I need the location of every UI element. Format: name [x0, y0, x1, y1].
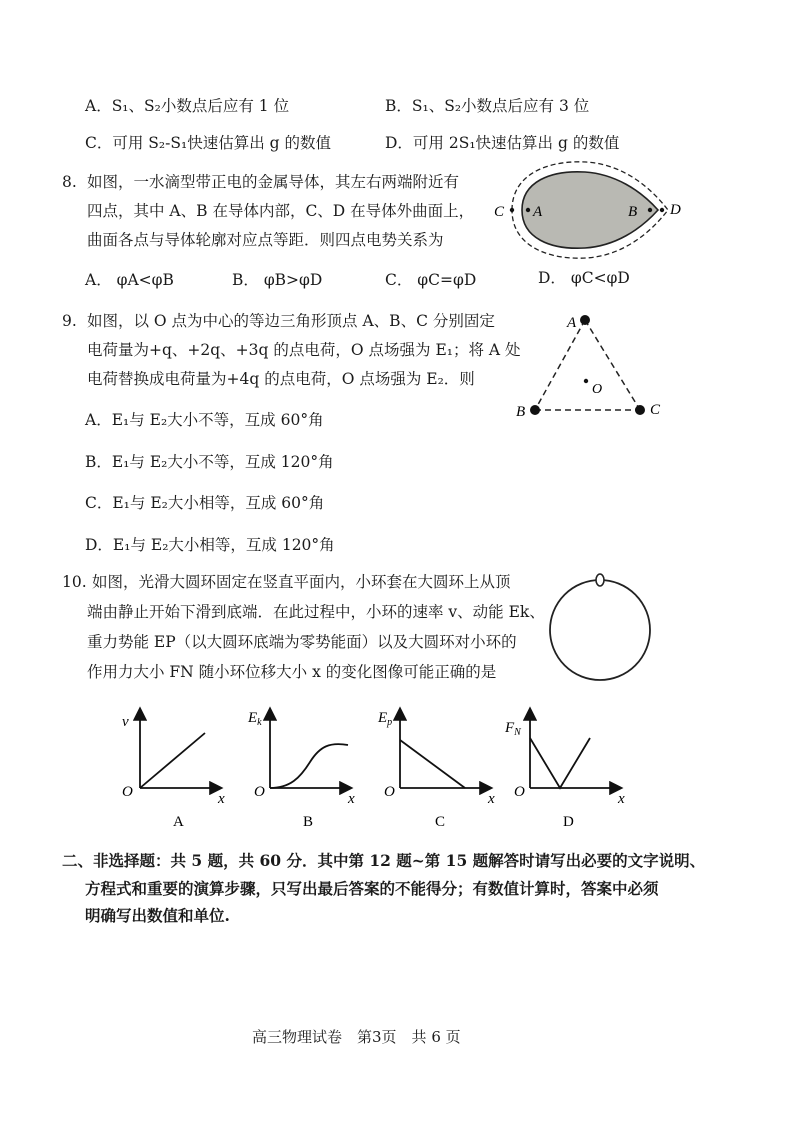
graph-c-xlabel: x: [488, 791, 495, 807]
q8-stem-line-2: 四点，其中 A、B 在导体内部，C、D 在导体外曲面上，: [87, 202, 475, 220]
vertex-b-charge: [530, 405, 540, 415]
graph-b: [247, 710, 355, 830]
q9-stem-line-2: 电荷量为+q、+2q、+3q 的点电荷，O 点场强为 E₁；将 A 处: [87, 341, 521, 359]
q8-option-d: D． φC<φD: [538, 269, 630, 287]
graph-c-origin: O: [384, 784, 395, 800]
page-footer: 高三物理试卷 第3页 共 6 页: [252, 1028, 461, 1046]
graph-d-xlabel: x: [618, 791, 625, 807]
graph-c-curve: [400, 740, 465, 788]
q7-option-b: B．S₁、S₂小数点后应有 3 位: [385, 97, 590, 115]
point-a-dot: [526, 208, 530, 212]
q10-stem-line-3: 重力势能 EP（以大圆环底端为零势能面）以及大圆环对小环的: [87, 633, 517, 651]
graph-b-origin: O: [254, 784, 265, 800]
label-a: A: [533, 204, 543, 220]
q9-stem-line-1: 如图，以 O 点为中心的等边三角形顶点 A、B、C 分别固定: [87, 312, 495, 330]
graph-d-origin: O: [514, 784, 525, 800]
center-o-dot: [584, 379, 588, 383]
graph-d-curve: [530, 738, 590, 788]
graph-d-caption: D: [563, 814, 574, 830]
q9-triangle-figure: [505, 305, 685, 425]
graph-d-ylabel: $F_N$: [505, 720, 521, 738]
point-b-dot: [648, 208, 652, 212]
q10-ring-figure: [545, 572, 655, 682]
label-b: B: [628, 204, 638, 220]
large-ring: [550, 580, 650, 680]
label-b: B: [516, 404, 526, 420]
graph-b-ylabel: $E_k$: [248, 710, 262, 728]
graph-a-caption: A: [173, 814, 184, 830]
graph-b-curve: [270, 744, 348, 788]
graph-a: [122, 710, 225, 830]
label-o: O: [592, 382, 603, 397]
graph-c: [377, 710, 495, 830]
q10-stem-line-4: 作用力大小 FN 随小环位移大小 x 的变化图像可能正确的是: [87, 663, 497, 681]
q7-option-a: A．S₁、S₂小数点后应有 1 位: [85, 97, 290, 115]
vertex-a-charge: [580, 315, 590, 325]
point-c-dot: [510, 208, 514, 212]
q7-option-d: D．可用 2S₁快速估算出 g 的数值: [385, 134, 620, 152]
q9-option-d: D．E₁与 E₂大小相等，互成 120°角: [85, 536, 335, 554]
label-d: D: [670, 202, 681, 218]
graph-d: [504, 710, 625, 830]
graph-a-curve: [140, 733, 205, 788]
small-ring: [596, 574, 604, 586]
section-2-line-2: 方程式和重要的演算步骤，只写出最后答案的不能得分；有数值计算时，答案中必须: [85, 879, 659, 898]
graph-c-caption: C: [435, 814, 446, 830]
q9-option-c: C．E₁与 E₂大小相等，互成 60°角: [85, 494, 325, 512]
vertex-c-charge: [635, 405, 645, 415]
q8-stem-line-3: 曲面各点与导体轮廓对应点等距．则四点电势关系为: [87, 231, 444, 249]
graph-b-xlabel: x: [348, 791, 355, 807]
q8-teardrop-figure: [490, 160, 690, 260]
q8-option-b: B． φB>φD: [232, 271, 323, 289]
q9-stem-line-3: 电荷替换成电荷量为+4q 的点电荷，O 点场强为 E₂．则: [87, 370, 475, 388]
q10-number: 10.: [62, 573, 87, 591]
q9-option-b: B．E₁与 E₂大小不等，互成 120°角: [85, 453, 334, 471]
point-d-dot: [660, 208, 664, 212]
graph-b-caption: B: [303, 814, 314, 830]
section-2-line-3: 明确写出数值和单位.: [85, 906, 230, 925]
graph-a-xlabel: x: [218, 791, 225, 807]
label-c: C: [494, 204, 505, 220]
section-2-line-1: 二、非选择题：共 5 题，共 60 分．其中第 12 题~第 15 题解答时请写出必要的文字说明、: [62, 851, 706, 870]
q8-option-c: C． φC=φD: [385, 271, 477, 289]
q10-answer-graphs: [110, 700, 650, 835]
q9-number: 9.: [62, 312, 77, 330]
q10-stem-line-1: 如图，光滑大圆环固定在竖直平面内，小环套在大圆环上从顶: [92, 573, 511, 591]
q8-number: 8.: [62, 173, 77, 191]
q10-stem-line-2: 端由静止开始下滑到底端．在此过程中，小环的速率 v、动能 Ek、: [87, 603, 545, 621]
q8-option-a: A． φA<φB: [85, 271, 174, 289]
conductor-body: [522, 172, 658, 248]
label-c: C: [650, 402, 661, 418]
graph-a-ylabel: v: [122, 714, 129, 730]
q7-option-c: C．可用 S₂-S₁快速估算出 g 的数值: [85, 134, 331, 152]
label-a: A: [567, 315, 577, 331]
graph-c-ylabel: $E_p$: [378, 710, 393, 728]
graph-a-origin: O: [122, 784, 133, 800]
q8-stem-line-1: 如图，一水滴型带正电的金属导体，其左右两端附近有: [87, 173, 460, 191]
q9-option-a: A．E₁与 E₂大小不等，互成 60°角: [85, 411, 324, 429]
